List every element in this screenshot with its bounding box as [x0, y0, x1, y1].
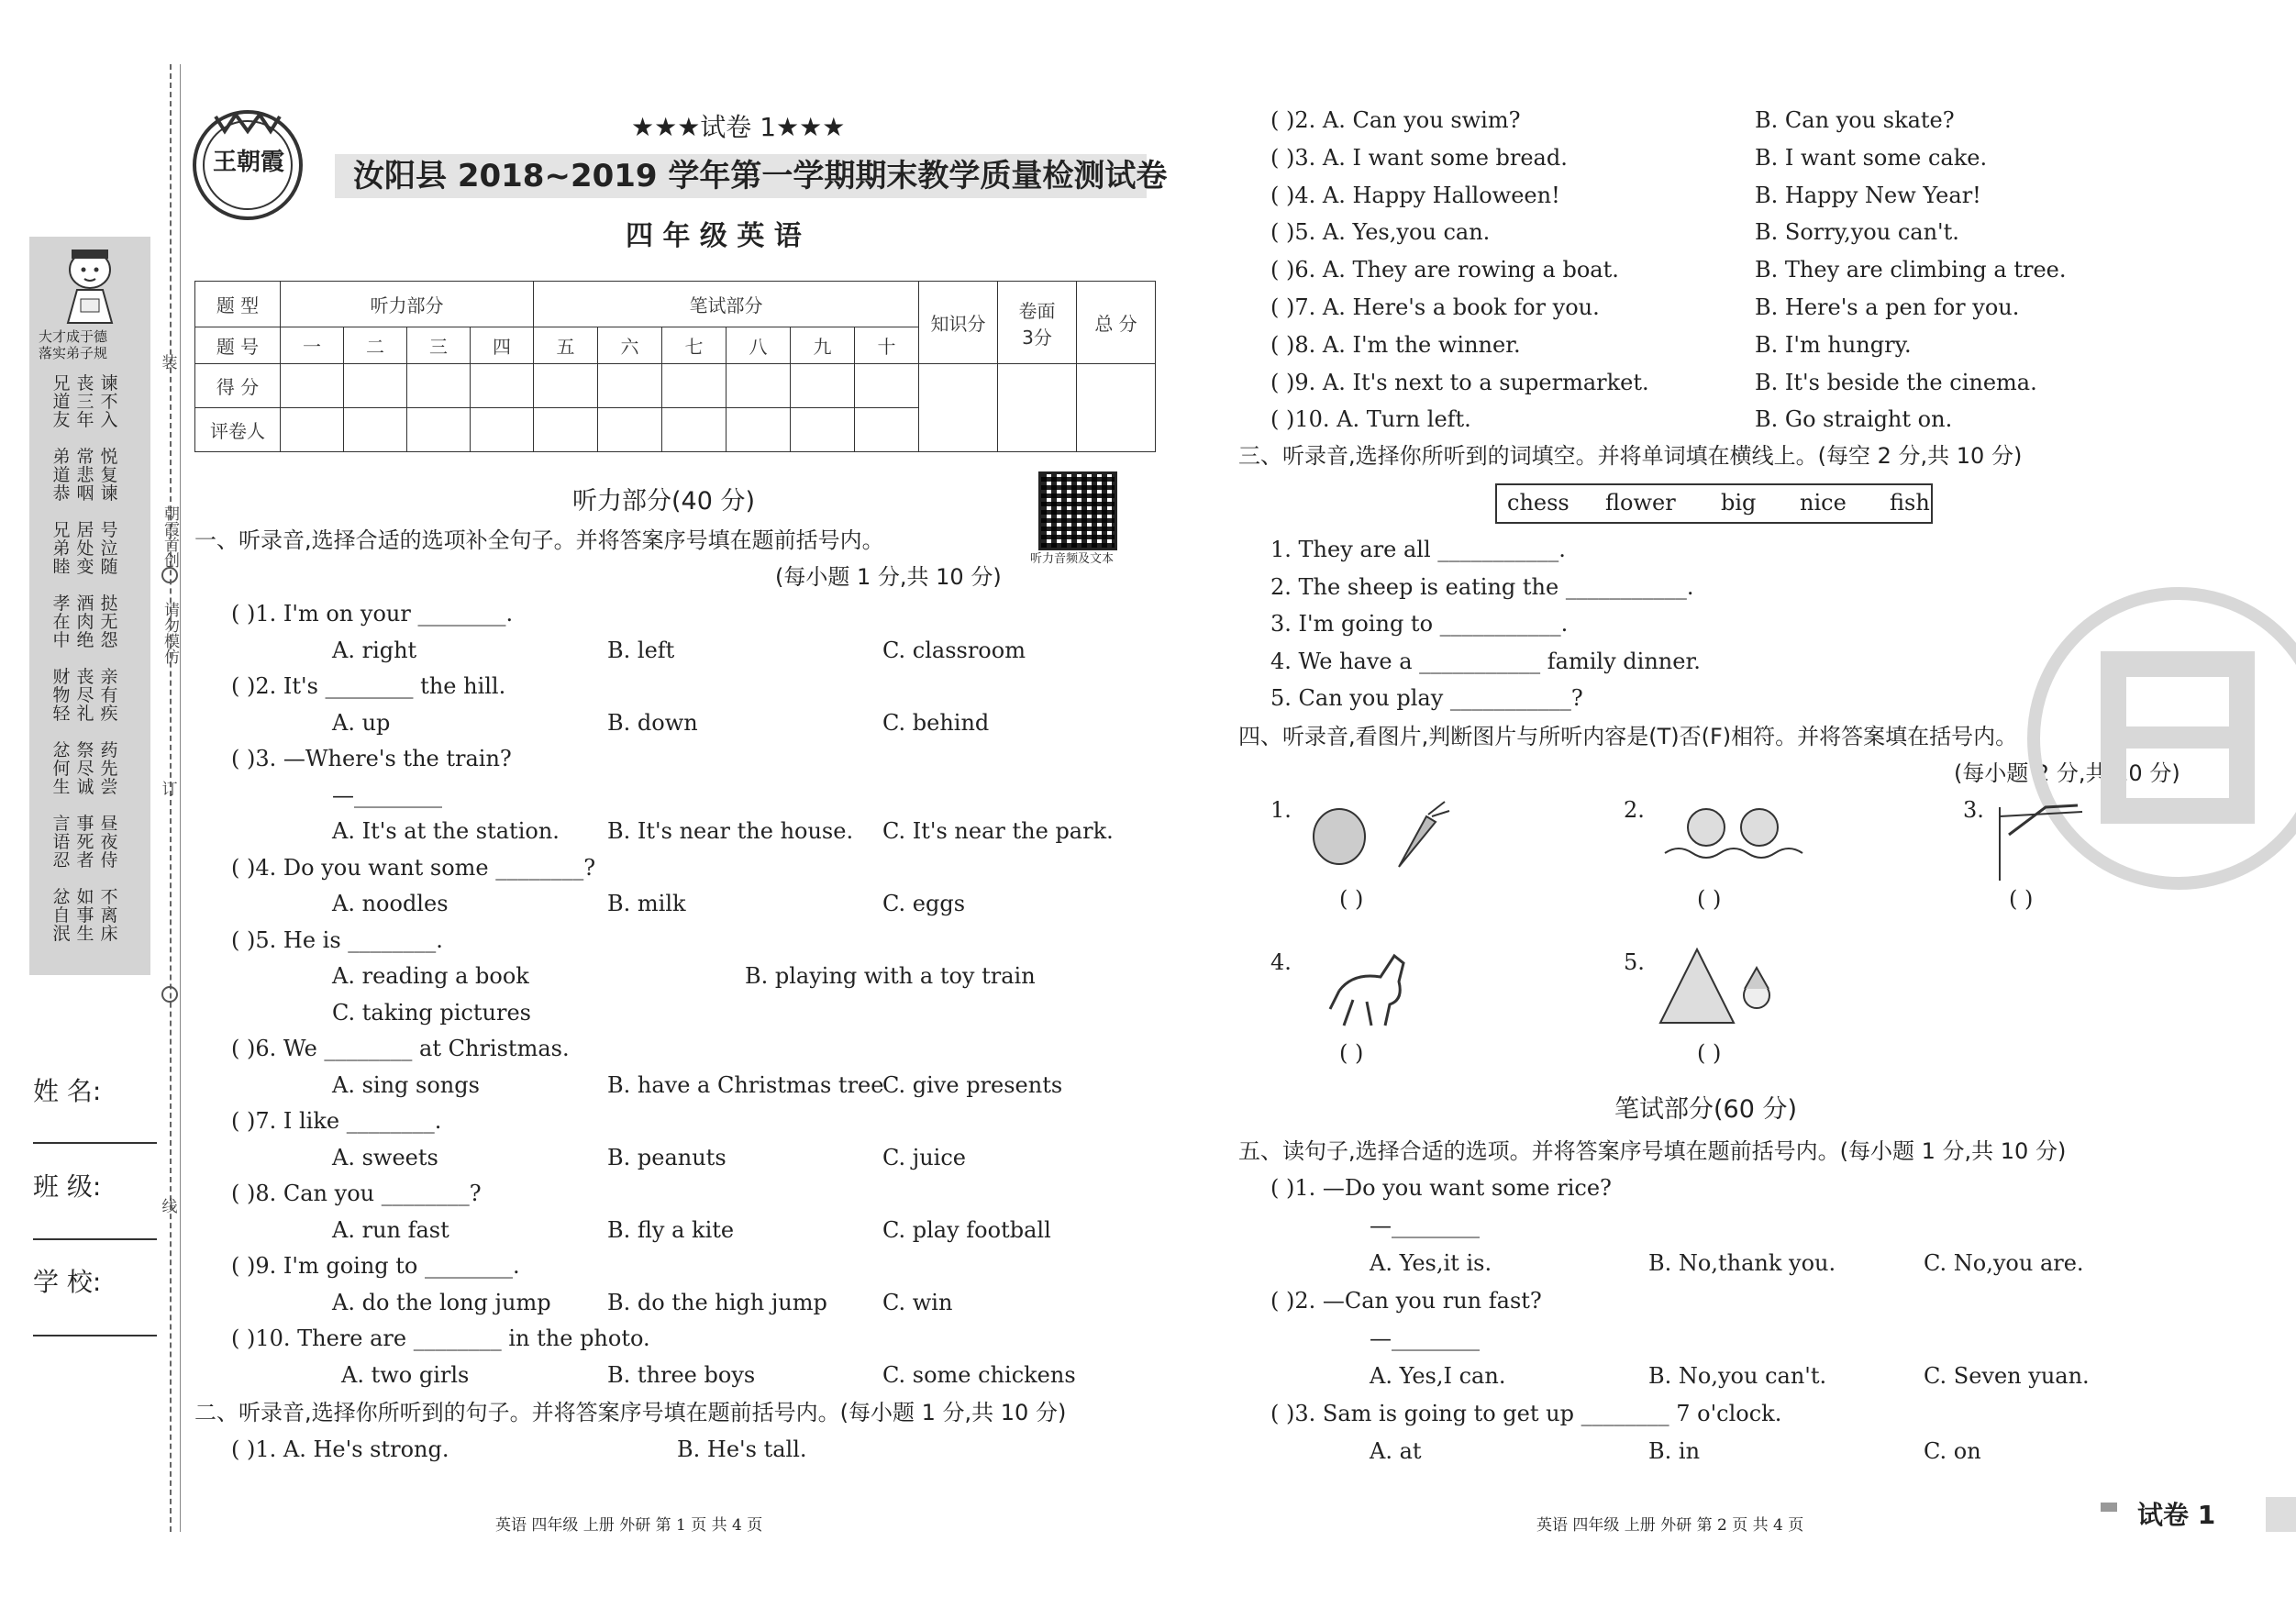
fill-in-sentence[interactable]: 2. The sheep is eating the ___________.	[1270, 573, 1694, 600]
listening-col-label: 听力部分	[281, 282, 534, 327]
side-mark-ding: 订	[161, 781, 178, 799]
part4-item-4: 4.	[1270, 949, 1292, 975]
poem-column: 酒肉绝	[76, 593, 94, 650]
grader-cell[interactable]	[471, 408, 534, 452]
summary-score-cell[interactable]	[919, 364, 998, 452]
question-stem: ( )4. Do you want some ________?	[231, 854, 596, 881]
poem-column: 药先尝	[100, 740, 118, 797]
word-bank-word: chess	[1507, 490, 1569, 516]
grader-cell[interactable]	[855, 408, 919, 452]
row-grader-label: 评卷人	[195, 408, 281, 452]
sentence-choice-b[interactable]: B. Sorry,you can't.	[1755, 219, 1959, 246]
side-mark-xian: 线	[161, 1198, 178, 1216]
poem-column: 亲有疾	[100, 667, 118, 724]
option-b[interactable]: B. three boys	[607, 1361, 756, 1388]
side-text-1: 朝霞首创	[161, 505, 179, 568]
option-c[interactable]: C. juice	[882, 1144, 966, 1170]
part4-bracket-3[interactable]: ( )	[2009, 886, 2034, 912]
poem-column: 兄道友	[52, 373, 71, 430]
poem-column: 如事生	[76, 887, 94, 944]
answer-blank[interactable]: —________	[1370, 1325, 1480, 1351]
part4-item-1: 1.	[1270, 797, 1292, 823]
footer-tag: 试卷 1	[2137, 1500, 2216, 1530]
part4-bracket-2[interactable]: ( )	[1697, 886, 1722, 912]
option-b[interactable]: B. No,you can't.	[1648, 1363, 1827, 1389]
qr-caption: 听力音频及文本	[1030, 552, 1115, 566]
fill-in-sentence[interactable]: 5. Can you play ___________?	[1270, 685, 1583, 711]
name-label: 姓 名:	[33, 1076, 102, 1106]
part4-item-3: 3.	[1963, 797, 1984, 823]
option-c[interactable]: C. play football	[882, 1216, 1051, 1243]
binding-hole-2	[161, 986, 178, 1003]
sentence-choice-a[interactable]: ( )9. A. It's next to a supermarket.	[1270, 369, 1649, 395]
part4-bracket-4[interactable]: ( )	[1339, 1040, 1364, 1066]
row-score-label: 得 分	[195, 364, 281, 408]
footer-right: 英语 四年级 上册 外研 第 2 页 共 4 页	[1536, 1516, 1804, 1535]
school-label: 学 校:	[33, 1267, 102, 1297]
total-col-label: 总 分	[1077, 282, 1156, 364]
sentence-choice-b[interactable]: B. He's tall.	[677, 1436, 807, 1462]
question-stem: ( )2. —Can you run fast?	[1270, 1288, 1542, 1314]
sentence-choice-b[interactable]: B. I want some cake.	[1755, 144, 1988, 171]
question-number-cell: 八	[727, 327, 791, 364]
option-c[interactable]: C. No,you are.	[1924, 1250, 2084, 1276]
poem-column: 忿何生	[52, 740, 71, 797]
part4-bracket-5[interactable]: ( )	[1697, 1040, 1722, 1066]
high-jump-image	[1991, 798, 2091, 881]
option-a[interactable]: A. right	[332, 637, 417, 663]
question-stem: ( )6. We ________ at Christmas.	[231, 1036, 570, 1061]
poem-column: 孝在中	[52, 593, 71, 650]
poem-column: 常悲咽	[76, 447, 94, 504]
option-a[interactable]: A. noodles	[332, 891, 449, 916]
paper-tag: ★★★试卷 1★★★	[631, 112, 846, 142]
question-stem: ( )7. I like ________.	[231, 1108, 442, 1134]
sentence-choice-a[interactable]: ( )5. A. Yes,you can.	[1270, 219, 1491, 246]
option-a[interactable]: A. two girls	[341, 1361, 470, 1388]
row-type-label: 题 型	[195, 282, 281, 327]
poem-column: 言语忍	[52, 814, 71, 871]
part1-title: 一、听录音,选择合适的选项补全句子。并将答案序号填在题前括号内。	[194, 527, 884, 553]
option-a[interactable]: A. up	[332, 709, 391, 736]
score-cell[interactable]	[855, 364, 919, 408]
option-b[interactable]: B. have a Christmas tree	[607, 1071, 884, 1098]
score-cell[interactable]	[281, 364, 344, 408]
question-stem: ( )3. —Where's the train?	[231, 746, 512, 771]
option-c[interactable]: C. Seven yuan.	[1924, 1363, 2090, 1389]
question-number-cell: 三	[407, 327, 471, 364]
grader-cell[interactable]	[281, 408, 344, 452]
neat-label: 卷面	[1018, 299, 1056, 322]
poem-column: 财物轻	[52, 667, 71, 724]
option-a[interactable]: A. It's at the station.	[332, 818, 560, 844]
part4-item-5: 5.	[1624, 949, 1645, 975]
christmas-tree-image	[1651, 945, 1780, 1027]
sentence-choice-b[interactable]: B. Can you skate?	[1755, 107, 1955, 133]
option-a[interactable]: A. do the long jump	[332, 1289, 551, 1315]
grader-cell[interactable]	[344, 408, 407, 452]
question-stem: ( )8. Can you ________?	[231, 1181, 482, 1206]
writing-heading: 笔试部分(60 分)	[1614, 1095, 1798, 1124]
class-input-line[interactable]	[33, 1238, 157, 1240]
option-b[interactable]: B. down	[607, 709, 698, 736]
knowledge-col-label: 知识分	[919, 282, 998, 364]
question-stem: ( )9. I'm going to ________.	[231, 1253, 520, 1279]
option-b[interactable]: B. It's near the house.	[607, 818, 854, 844]
fill-in-sentence[interactable]: 3. I'm going to ___________.	[1270, 611, 1569, 637]
option-a[interactable]: A. at	[1370, 1438, 1422, 1464]
option-a[interactable]: A. run fast	[332, 1216, 449, 1243]
sentence-choice-a[interactable]: ( )3. A. I want some bread.	[1270, 144, 1568, 171]
poem-column: 丧三年	[76, 373, 94, 430]
option-c[interactable]: C. It's near the park.	[882, 818, 1114, 844]
score-cell[interactable]	[344, 364, 407, 408]
summary-score-cell[interactable]	[1077, 364, 1156, 452]
qr-code[interactable]	[1038, 471, 1117, 550]
binding-strip	[29, 237, 150, 975]
option-c[interactable]: C. classroom	[882, 637, 1026, 663]
footer-left: 英语 四年级 上册 外研 第 1 页 共 4 页	[495, 1516, 763, 1535]
logo-text: 王朝霞	[213, 149, 285, 176]
option-a[interactable]: A. Yes,I can.	[1370, 1363, 1506, 1389]
option-c[interactable]: C. some chickens	[882, 1361, 1076, 1388]
question-stem: ( )3. Sam is going to get up ________ 7 o'clock.	[1270, 1401, 1782, 1426]
poem-column: 事死者	[76, 814, 94, 871]
option-c[interactable]: C. behind	[882, 709, 990, 736]
score-cell[interactable]	[727, 364, 791, 408]
grader-cell[interactable]	[791, 408, 855, 452]
sentence-choice-a[interactable]: ( )8. A. I'm the winner.	[1270, 331, 1521, 358]
question-number-cell: 一	[281, 327, 344, 364]
question-stem: ( )2. It's ________ the hill.	[231, 673, 506, 699]
question-stem: ( )1. I'm on your ________.	[231, 601, 514, 627]
question-number-cell: 四	[471, 327, 534, 364]
option-b[interactable]: B. fly a kite	[607, 1216, 735, 1243]
vegetables-image	[1298, 798, 1454, 871]
poem-column: 号泣随	[100, 520, 118, 577]
question-number-cell: 二	[344, 327, 407, 364]
name-input-line[interactable]	[33, 1142, 157, 1144]
sentence-choice-a[interactable]: ( )2. A. Can you swim?	[1270, 107, 1521, 133]
neat-points: 3分	[1022, 326, 1052, 349]
scholar-cartoon-image	[50, 244, 130, 327]
word-bank-word: nice	[1800, 490, 1847, 516]
summary-score-cell[interactable]	[998, 364, 1077, 452]
question-number-cell: 九	[791, 327, 855, 364]
option-b[interactable]: B. in	[1648, 1438, 1701, 1464]
motto-2: 落实弟子规	[39, 345, 108, 361]
part2-title: 二、听录音,选择你所听到的句子。并将答案序号填在题前括号内。(每小题 1 分,共 10 分)	[194, 1400, 1067, 1425]
sentence-choice-b[interactable]: B. They are climbing a tree.	[1755, 257, 2067, 283]
sentence-choice-a[interactable]: ( )4. A. Happy Halloween!	[1270, 182, 1560, 208]
option-a[interactable]: A. sweets	[332, 1144, 438, 1170]
part3-title: 三、听录音,选择你所听到的词填空。并将单词填在横线上。(每空 2 分,共 10 分)	[1238, 443, 2023, 469]
question-stem: ( )5. He is ________.	[231, 926, 443, 953]
part5-title: 五、读句子,选择合适的选项。并将答案序号填在题前括号内。(每小题 1 分,共 10 分)	[1238, 1138, 2067, 1164]
option-b[interactable]: B. do the high jump	[607, 1289, 827, 1315]
side-text-2: 请勿模仿	[161, 602, 179, 664]
sentence-choice-a[interactable]: ( )1. A. He's strong.	[231, 1436, 449, 1462]
exam-title: 汝阳县 2018~2019 学年第一学期期末教学质量检测试卷	[353, 158, 1168, 194]
fill-in-sentence[interactable]: 1. They are all ___________.	[1270, 537, 1566, 562]
score-table	[194, 281, 1156, 452]
part4-title: 四、听录音,看图片,判断图片与所听内容是(T)否(F)相符。并将答案填在括号内。	[1238, 724, 2018, 749]
option-c[interactable]: C. give presents	[882, 1071, 1063, 1098]
part4-item-2: 2.	[1624, 797, 1645, 823]
grader-cell[interactable]	[662, 408, 727, 452]
option-b[interactable]: B. milk	[607, 891, 686, 916]
class-label: 班 级:	[33, 1171, 102, 1202]
binding-solid-line	[180, 64, 181, 1532]
grader-cell[interactable]	[727, 408, 791, 452]
footer-tag-band	[2266, 1497, 2296, 1532]
word-bank-word: fish	[1890, 490, 1930, 516]
score-cell[interactable]	[534, 364, 598, 408]
question-number-cell: 六	[598, 327, 662, 364]
question-stem: ( )10. There are ________ in the photo.	[231, 1325, 650, 1351]
word-bank-word: big	[1721, 490, 1757, 516]
option-b[interactable]: B. No,thank you.	[1648, 1250, 1836, 1276]
poem-column: 不离床	[100, 887, 118, 944]
sentence-choice-a[interactable]: ( )7. A. Here's a book for you.	[1270, 294, 1600, 320]
option-c[interactable]: C. taking pictures	[332, 999, 531, 1026]
grader-cell[interactable]	[534, 408, 598, 452]
poem-column: 丧尽礼	[76, 667, 94, 724]
poem-column: 弟道恭	[52, 447, 71, 504]
poem-column: 挞无怨	[100, 593, 118, 650]
binding-hole-1	[161, 567, 178, 583]
question-number-cell: 五	[534, 327, 598, 364]
sentence-choice-b[interactable]: B. I'm hungry.	[1755, 331, 1912, 358]
score-cell[interactable]	[598, 364, 662, 408]
score-cell[interactable]	[407, 364, 471, 408]
question-stem: ( )1. —Do you want some rice?	[1270, 1175, 1612, 1201]
option-b[interactable]: B. left	[607, 637, 675, 663]
poem-column: 兄弟睦	[52, 520, 71, 577]
writing-col-label: 笔试部分	[534, 282, 919, 327]
horse-image	[1325, 945, 1417, 1027]
poem-column: 祭尽诚	[76, 740, 94, 797]
question-number-cell: 七	[662, 327, 727, 364]
poem-column: 忿自泯	[52, 887, 71, 944]
answer-blank[interactable]: —________	[332, 782, 442, 808]
school-input-line[interactable]	[33, 1335, 157, 1336]
part1-points: (每小题 1 分,共 10 分)	[775, 564, 1002, 590]
option-c[interactable]: C. win	[882, 1289, 953, 1315]
sentence-choice-b[interactable]: B. It's beside the cinema.	[1755, 369, 2037, 395]
children-swimming-image	[1660, 798, 1807, 871]
poem-column: 居处变	[76, 520, 94, 577]
neat-col-label	[998, 282, 1077, 364]
grader-cell[interactable]	[598, 408, 662, 452]
option-b[interactable]: B. playing with a toy train	[745, 963, 1036, 989]
option-c[interactable]: C. eggs	[882, 891, 966, 916]
subject-title: 四 年 级 英 语	[626, 220, 802, 252]
poem-column: 昼夜侍	[100, 814, 118, 871]
score-cell[interactable]	[471, 364, 534, 408]
listening-heading: 听力部分(40 分)	[572, 487, 756, 516]
option-a[interactable]: A. sing songs	[332, 1071, 480, 1098]
question-number-cell: 十	[855, 327, 919, 364]
footer-tag-mark	[2101, 1503, 2117, 1512]
option-a[interactable]: A. Yes,it is.	[1370, 1250, 1492, 1276]
row-num-label: 题 号	[195, 327, 281, 364]
part4-points: (每小题 2 分,共 10 分)	[1954, 760, 2180, 786]
word-bank-word: flower	[1605, 490, 1676, 516]
side-mark-zhuang: 装	[161, 354, 178, 372]
option-c[interactable]: C. on	[1924, 1438, 1981, 1464]
poem-column: 谏不入	[100, 373, 118, 430]
fill-in-sentence[interactable]: 4. We have a ___________ family dinner.	[1270, 648, 1701, 674]
poem-column: 悦复谏	[100, 447, 118, 504]
motto-1: 大才成于德	[39, 328, 108, 345]
answer-blank[interactable]: —________	[1370, 1213, 1480, 1238]
grader-cell[interactable]	[407, 408, 471, 452]
score-cell[interactable]	[791, 364, 855, 408]
sentence-choice-a[interactable]: ( )10. A. Turn left.	[1270, 406, 1471, 433]
part4-bracket-1[interactable]: ( )	[1339, 886, 1364, 912]
sentence-choice-b[interactable]: B. Happy New Year!	[1755, 182, 1981, 208]
sentence-choice-b[interactable]: B. Here's a pen for you.	[1755, 294, 2020, 320]
option-a[interactable]: A. reading a book	[332, 963, 529, 989]
sentence-choice-b[interactable]: B. Go straight on.	[1755, 406, 1953, 433]
sentence-choice-a[interactable]: ( )6. A. They are rowing a boat.	[1270, 257, 1619, 283]
score-cell[interactable]	[662, 364, 727, 408]
option-b[interactable]: B. peanuts	[607, 1144, 727, 1170]
